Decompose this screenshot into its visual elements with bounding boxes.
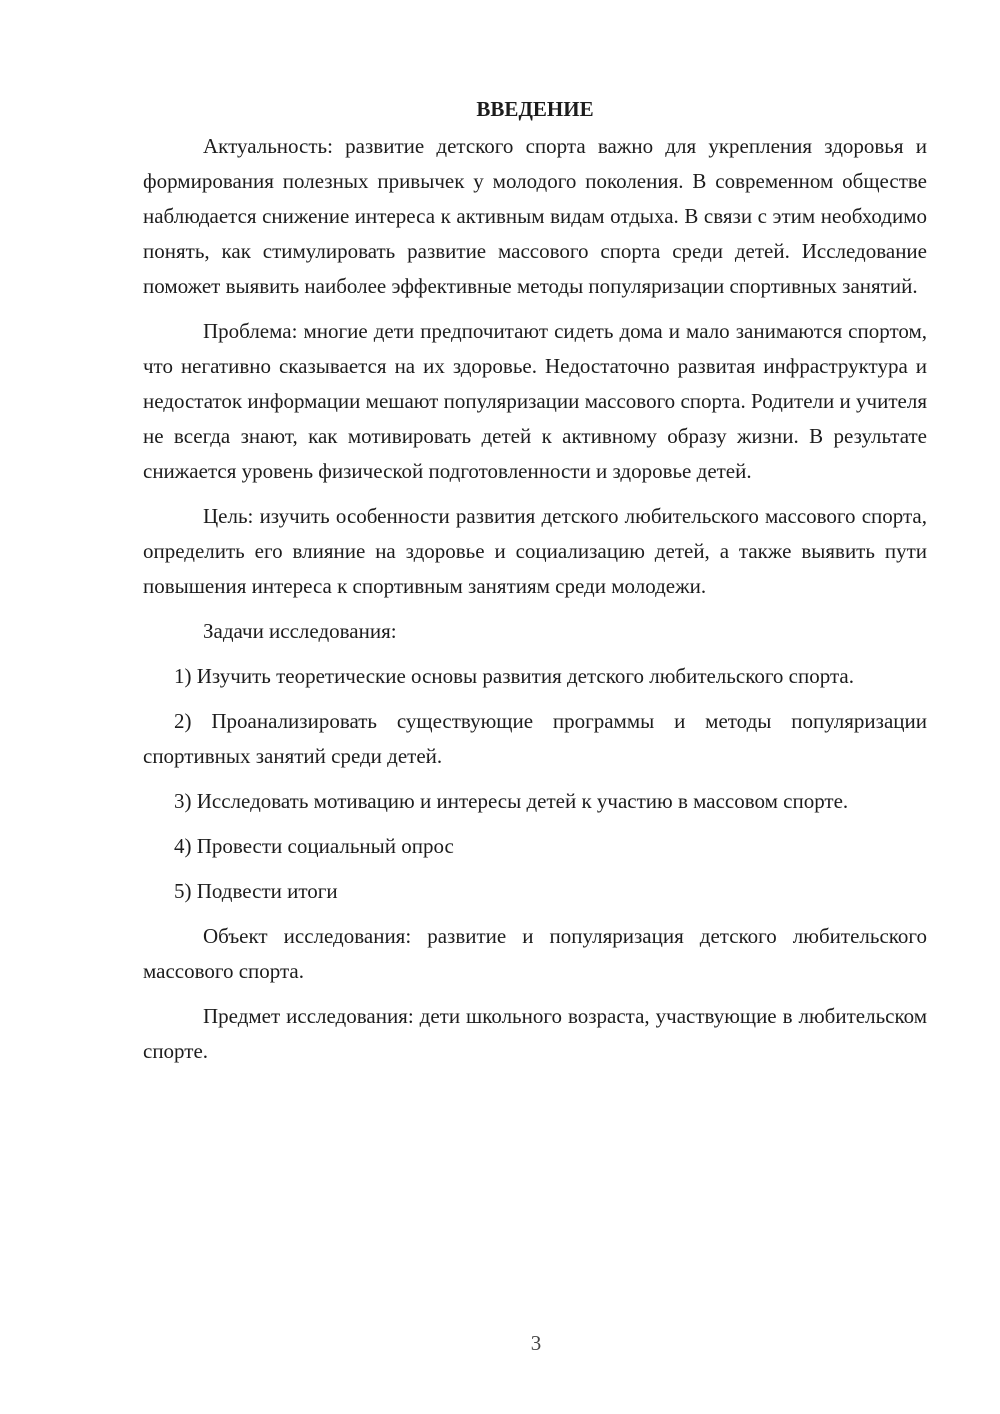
subject-paragraph: Предмет исследования: дети школьного возраста, участвующие в любительском спорте. [143, 1004, 927, 1063]
problem-paragraph: Проблема: многие дети предпочитают сидеть дома и мало занимаются спортом, что негативно сказывается на их здоровье. Недостаточно развитая инфраструктура и недостаток информации мешают популяризации массового спорта. Родители и учителя не всегда знают, как мотивировать детей к активному образу жизни. В результате снижается уровень физической подготовленности и здоровье детей. [143, 319, 927, 483]
task-item-5: 5) Подвести итоги [174, 879, 338, 903]
task-item-1: 1) Изучить теоретические основы развития детского любительского спорта. [174, 664, 854, 688]
object-paragraph: Объект исследования: развитие и популяризация детского любительского массового спорта. [143, 924, 927, 983]
goal-paragraph: Цель: изучить особенности развития детского любительского массового спорта, определить его влияние на здоровье и социализацию детей, а также выявить пути повышения интереса к спортивным занятиям среди молодежи. [143, 504, 927, 598]
task-item-4: 4) Провести социальный опрос [174, 834, 454, 858]
relevance-paragraph: Актуальность: развитие детского спорта важно для укрепления здоровья и формирования полезных привычек у молодого поколения. В современном обществе наблюдается снижение интереса к активным видам отдыха. В связи с этим необходимо понять, как стимулировать развитие массового спорта среди детей. Исследование поможет выявить наиболее эффективные методы популяризации спортивных занятий. [143, 134, 927, 298]
task-item-2: 2) Проанализировать существующие программы и методы популяризации спортивных занятий среди детей. [143, 709, 927, 768]
section-heading: ВВЕДЕНИЕ [476, 97, 594, 121]
task-item-3: 3) Исследовать мотивацию и интересы детей к участию в массовом спорте. [174, 789, 849, 813]
document-page [143, 92, 927, 1079]
tasks-heading: Задачи исследования: [203, 619, 397, 643]
page-number: 3 [530, 1331, 542, 1355]
